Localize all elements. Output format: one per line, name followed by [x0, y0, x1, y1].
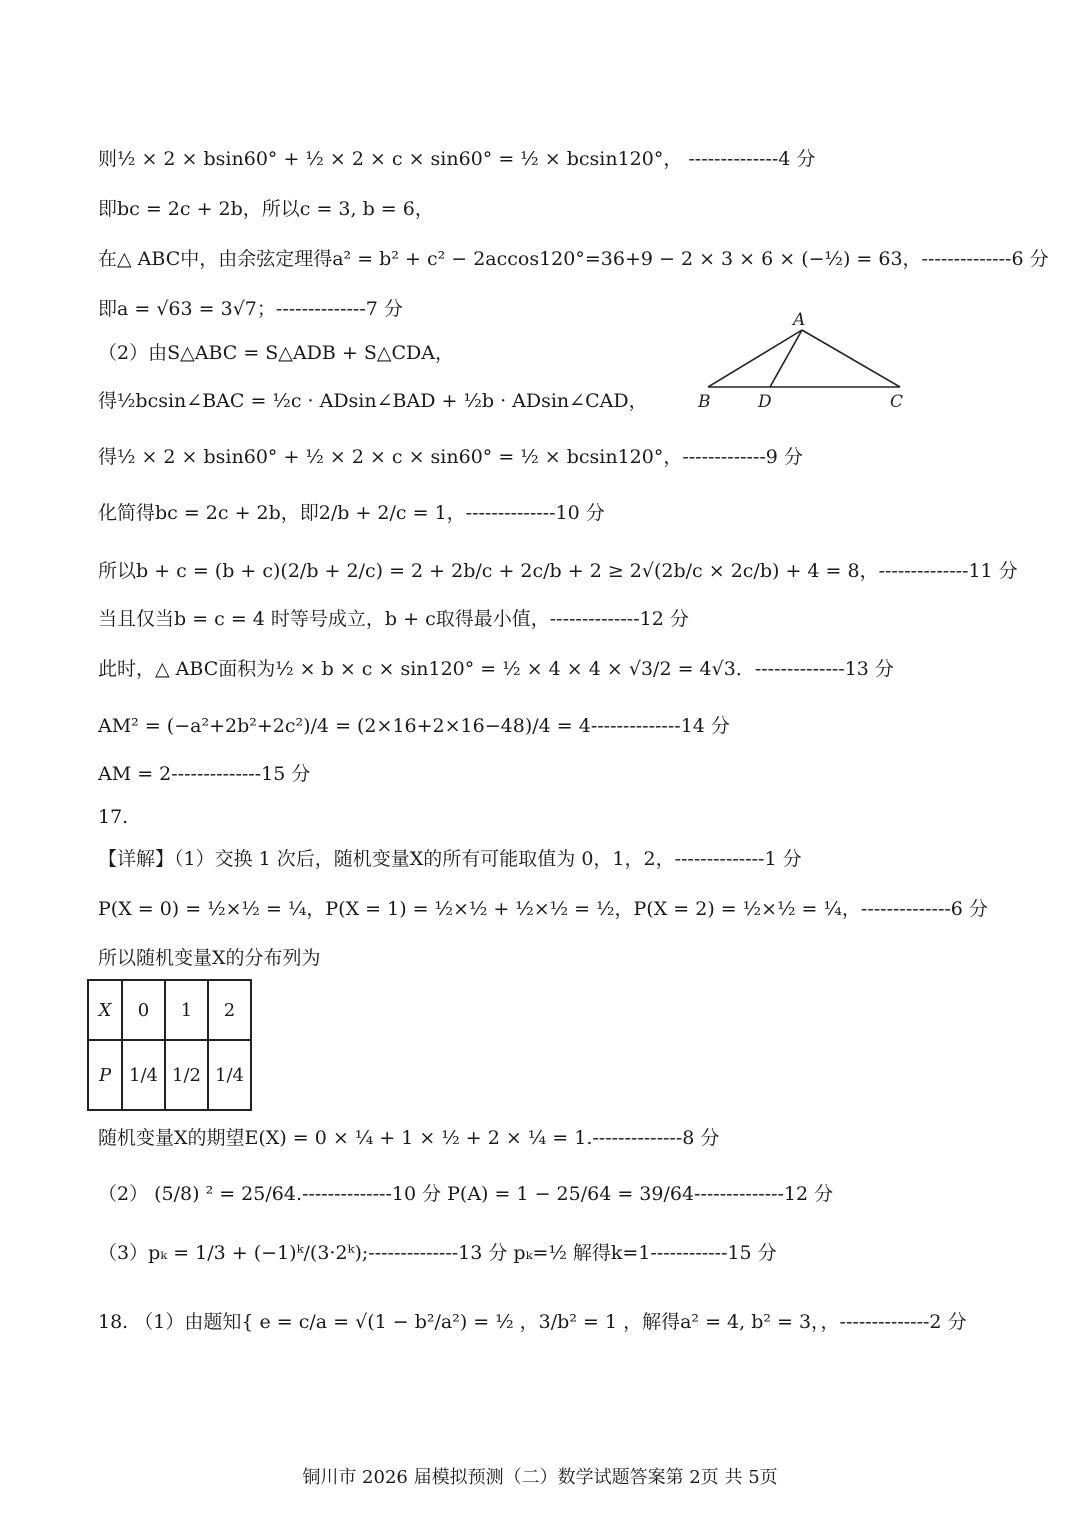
table-cell: 0 [122, 980, 165, 1040]
solution-line-4: 即a = √63 = 3√7；--------------7 分 [98, 298, 403, 320]
solution-line-15: 【详解】（1）交换 1 次后，随机变量X的所有可能取值为 0，1，2，--------------1 分 [98, 848, 802, 870]
solution-line-21: 18. （1）由题知{ e = c/a = √(1 − b²/a²) = ½ ，3/b² = 1 ，解得a² = 4, b² = 3，，--------------2 分 [98, 1311, 967, 1333]
solution-line-16: P(X = 0) = ½×½ = ¼，P(X = 1) = ½×½ + ½×½ = ½，P(X = 2) = ½×½ = ¼，--------------6 分 [98, 898, 988, 920]
solution-line-19: （2） (5/8) ² = 25/64.--------------10 分 P(A) = 1 − 25/64 = 39/64--------------12 分 [98, 1183, 834, 1205]
segment-ab [708, 330, 802, 387]
solution-line-8: 化简得bc = 2c + 2b，即2/b + 2/c = 1，--------------10 分 [98, 502, 605, 524]
triangle-figure [690, 308, 920, 418]
table-cell: P [88, 1040, 122, 1110]
point-label-d: D [758, 392, 772, 412]
solution-line-5: （2）由S△ABC = S△ADB + S△CDA， [98, 342, 454, 364]
solution-line-1: 则½ × 2 × bsin60° + ½ × 2 × c × sin60° = ½ × bcsin120°， --------------4 分 [98, 148, 816, 170]
question-number-17: 17. [98, 806, 129, 828]
segment-ac [802, 330, 900, 387]
solution-line-13: AM = 2--------------15 分 [98, 763, 311, 785]
solution-line-20: （3）pₖ = 1/3 + (−1)ᵏ/(3·2ᵏ);--------------13 分 pₖ=½ 解得k=1------------15 分 [98, 1242, 777, 1264]
solution-line-2: 即bc = 2c + 2b，所以c = 3, b = 6， [98, 198, 434, 220]
table-cell: 2 [208, 980, 251, 1040]
table-cell: 1/4 [208, 1040, 251, 1110]
solution-line-17: 所以随机变量X的分布列为 [98, 947, 321, 969]
page-footer: 铜川市 2026 届模拟预测（二）数学试题答案第 2页 共 5页 [302, 1467, 778, 1488]
solution-line-10: 当且仅当b = c = 4 时等号成立，b + c取得最小值，--------------12 分 [98, 608, 689, 630]
solution-line-6: 得½bcsin∠BAC = ½c · ADsin∠BAD + ½b · ADsin∠CAD， [98, 390, 648, 412]
vertex-label-c: C [890, 392, 904, 412]
vertex-label-b: B [698, 392, 711, 412]
table-row [88, 980, 251, 1040]
vertex-label-a: A [793, 310, 806, 330]
solution-line-3: 在△ ABC中，由余弦定理得a² = b² + c² − 2accos120°=36+9 − 2 × 3 × 6 × (−½) = 63，--------------6 分 [98, 248, 1049, 270]
solution-line-7: 得½ × 2 × bsin60° + ½ × 2 × c × sin60° = ½ × bcsin120°，-------------9 分 [98, 446, 803, 468]
segment-ad [770, 330, 802, 387]
solution-line-9: 所以b + c = (b + c)(2/b + 2/c) = 2 + 2b/c + 2c/b + 2 ≥ 2√(2b/c × 2c/b) + 4 = 8，--------------11 分 [98, 560, 1018, 582]
distribution-table [87, 979, 252, 1111]
table-row [88, 1040, 251, 1110]
table-cell: 1/4 [122, 1040, 165, 1110]
table-cell: X [88, 980, 122, 1040]
table-cell: 1/2 [165, 1040, 208, 1110]
solution-line-11: 此时，△ ABC面积为½ × b × c × sin120° = ½ × 4 × 4 × √3/2 = 4√3．--------------13 分 [98, 658, 894, 680]
table-cell: 1 [165, 980, 208, 1040]
solution-line-18: 随机变量X的期望E(X) = 0 × ¼ + 1 × ½ + 2 × ¼ = 1.--------------8 分 [98, 1127, 720, 1149]
solution-line-12: AM² = (−a²+2b²+2c²)/4 = (2×16+2×16−48)/4 = 4--------------14 分 [98, 715, 730, 737]
